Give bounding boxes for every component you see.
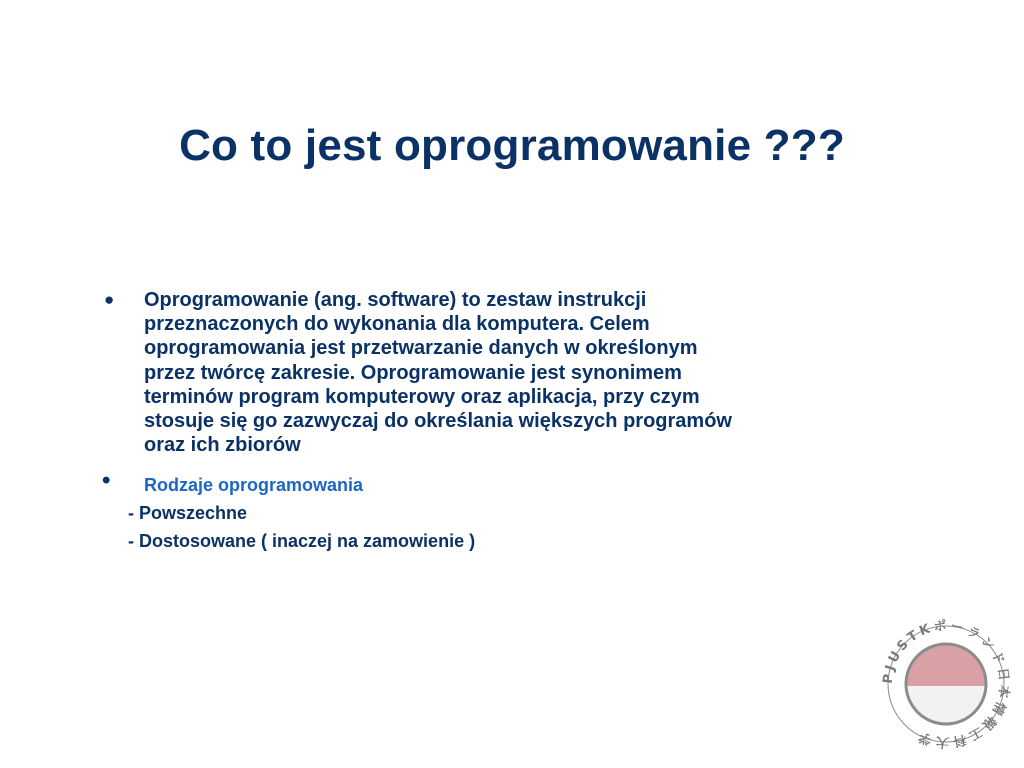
bullet-types xyxy=(100,467,740,497)
svg-text:PJUSTKポーランド日本情報工科大学: PJUSTKポーランド日本情報工科大学 xyxy=(880,618,1012,750)
bullet-dot-icon: ● xyxy=(104,290,115,309)
slide-title: Co to jest oprogramowanie ??? xyxy=(179,121,845,170)
pjwstk-logo-icon xyxy=(878,616,1014,752)
sub-item-general: - Powszechne xyxy=(128,503,248,524)
bullet-dot-icon: • xyxy=(102,467,111,495)
bullet-definition xyxy=(100,288,740,457)
bullet-definition-text: Oprogramowanie (ang. software) to zestaw instrukcji przeznaczonych do wykonania dla komputera. Celem oprogramowania jest przetwarzanie danych w określonym przez twórcę zakresie. Oprogramowanie jest synonimem terminów program komputerowy oraz aplikacja, przy czym stosuje się go zazwyczaj do określania większych programów oraz ich zbiorów xyxy=(144,289,732,457)
slide-content xyxy=(100,288,740,555)
types-of-software-link[interactable]: Rodzaje oprogramowania xyxy=(144,475,364,496)
sub-item-custom: - Dostosowane ( inaczej na zamowienie ) xyxy=(128,531,476,552)
